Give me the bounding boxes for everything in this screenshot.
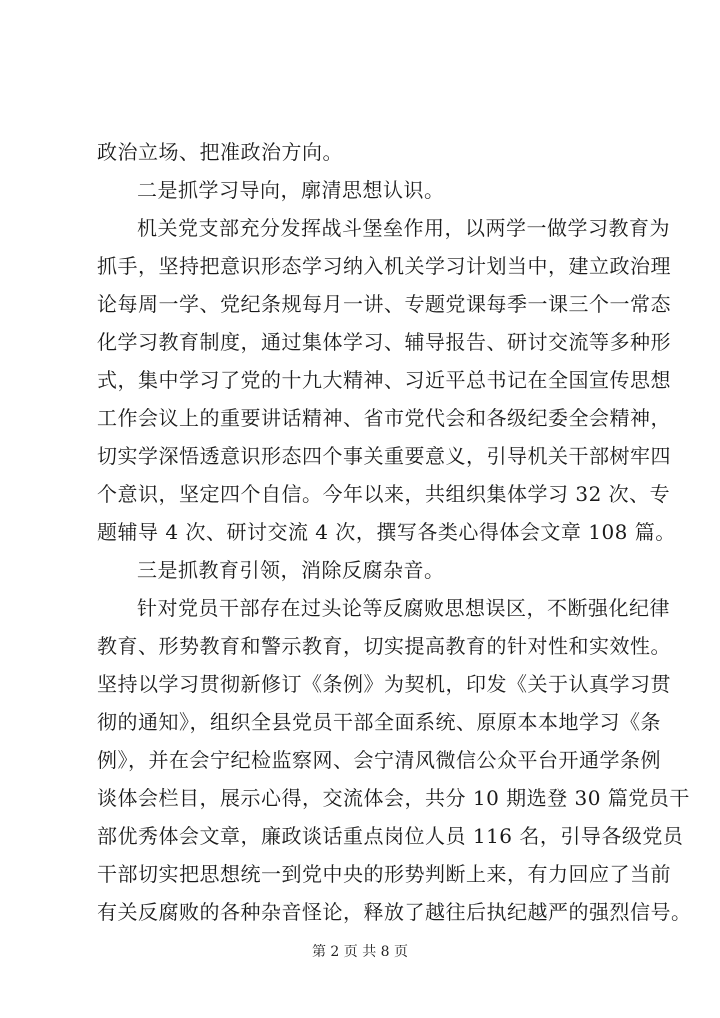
text-line-13: 针对党员干部存在过头论等反腐败思想误区，不断强化纪律 (137, 596, 670, 620)
text-line-7: 式，集中学习了党的十九大精神、习近平总书记在全国宣传思想 (97, 368, 671, 392)
text-line-14: 教育、形势教育和警示教育，切实提高教育的针对性和实效性。 (97, 634, 671, 658)
text-line-21: 有关反腐败的各种杂音怪论，释放了越往后执纪越严的强烈信号。 (97, 900, 692, 924)
text-line-9: 切实学深悟透意识形态四个事关重要意义，引导机关干部树牢四 (97, 444, 671, 468)
text-line-5: 论每周一学、党纪条规每月一讲、专题党课每季一课三个一常态 (97, 292, 671, 316)
text-line-10: 个意识，坚定四个自信。今年以来，共组织集体学习 32 次、专 (97, 482, 671, 506)
text-line-11: 题辅导 4 次、研讨交流 4 次，撰写各类心得体会文章 108 篇。 (97, 520, 676, 544)
text-line-16: 彻的通知》，组织全县党员干部全面系统、原原本本地学习《条 (97, 710, 661, 734)
page-footer: 第 2 页 共 8 页 (311, 944, 409, 960)
text-line-17: 例》，并在会宁纪检监察网、会宁清风微信公众平台开通学条例 (97, 748, 661, 772)
text-line-3: 机关党支部充分发挥战斗堡垒作用，以两学一做学习教育为 (137, 216, 670, 240)
text-line-1: 政治立场、把准政治方向。 (97, 140, 343, 164)
text-line-4: 抓手，坚持把意识形态学习纳入机关学习计划当中，建立政治理 (97, 254, 671, 278)
text-line-18: 谈体会栏目，展示心得，交流体会，共分 10 期选登 30 篇党员干 (97, 786, 690, 810)
text-line-20: 干部切实把思想统一到党中央的形势判断上来，有力回应了当前 (97, 862, 671, 886)
section-heading-3: 三是抓教育引领，消除反腐杂音。 (137, 558, 445, 582)
text-line-6: 化学习教育制度，通过集体学习、辅导报告、研讨交流等多种形 (97, 330, 671, 354)
text-line-15: 坚持以学习贯彻新修订《条例》为契机，印发《关于认真学习贯 (97, 672, 671, 696)
text-line-19: 部优秀体会文章，廉政谈话重点岗位人员 116 名，引导各级党员 (97, 824, 684, 848)
text-line-8: 工作会议上的重要讲话精神、省市党代会和各级纪委全会精神， (97, 406, 671, 430)
section-heading-2: 二是抓学习导向，廓清思想认识。 (137, 178, 445, 202)
